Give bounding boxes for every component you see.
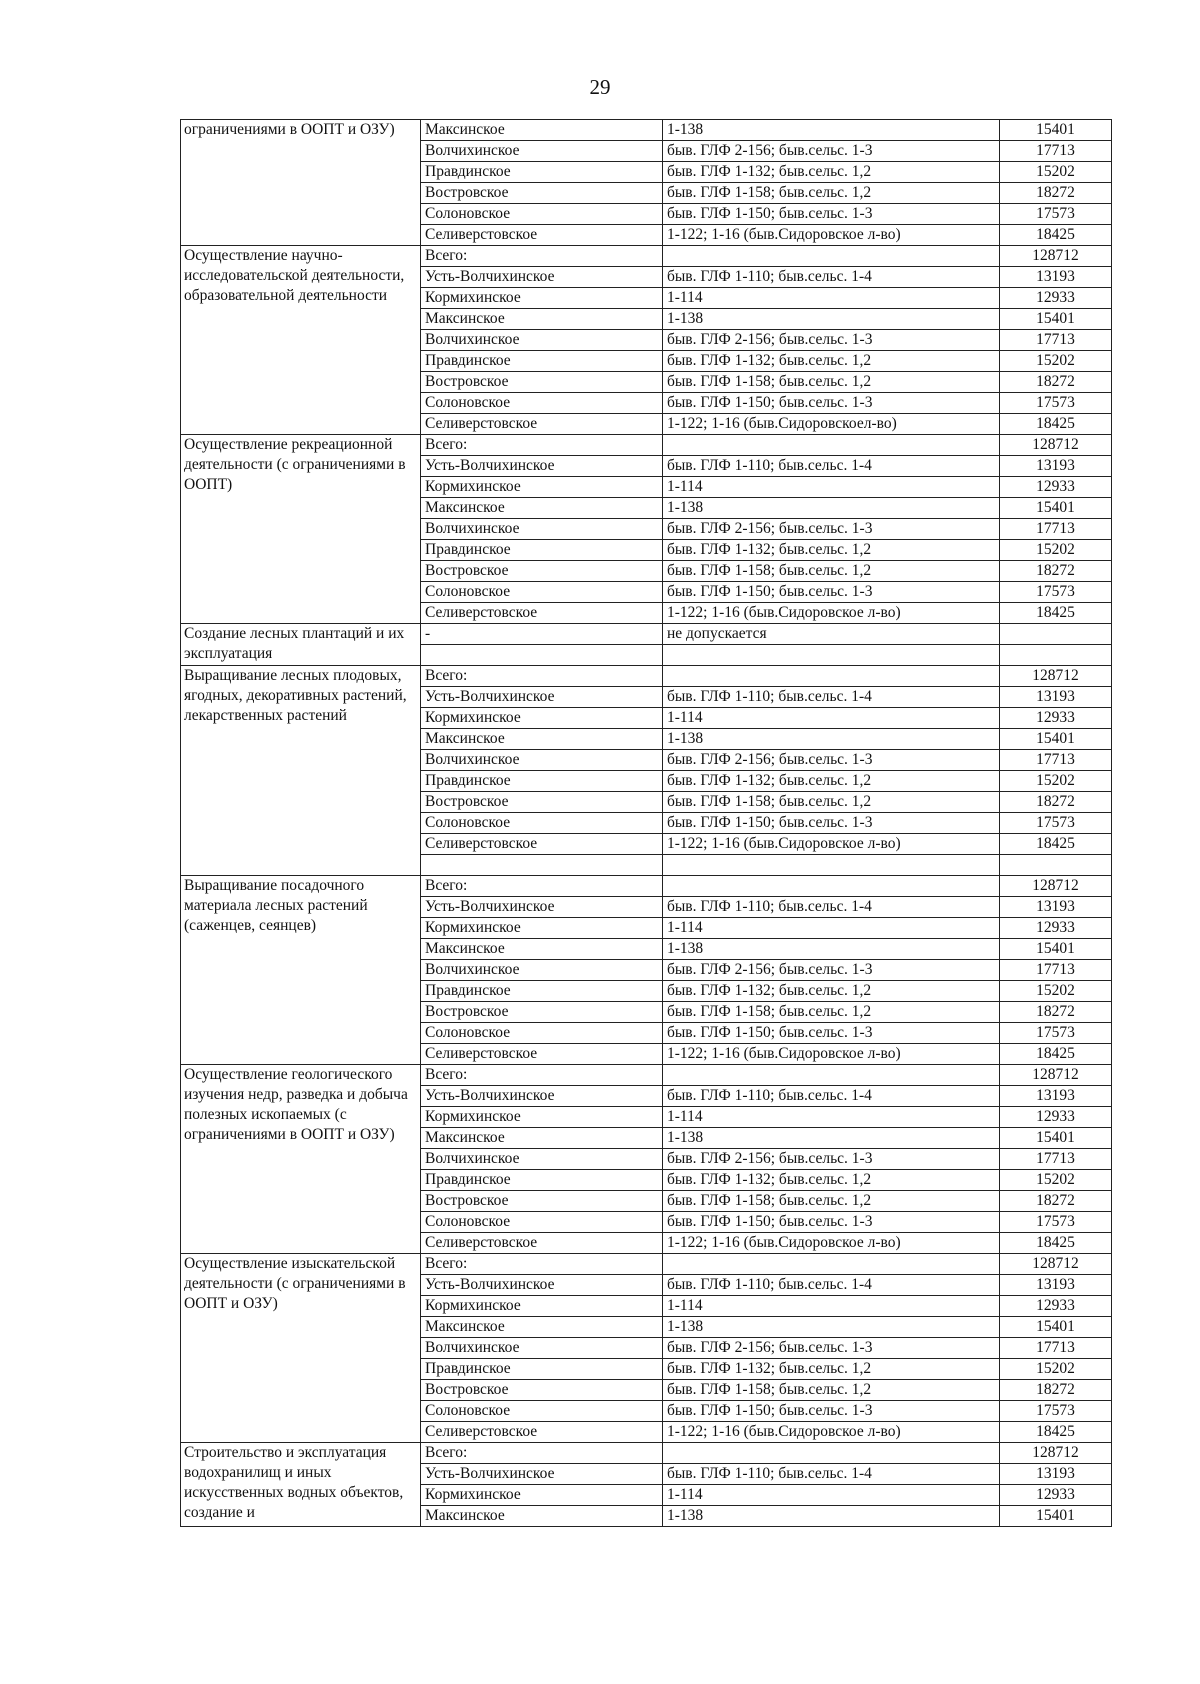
forestry-cell: Волчихинское (421, 1149, 663, 1170)
area-cell: 128712 (1000, 435, 1112, 456)
forestry-cell: Максинское (421, 1317, 663, 1338)
forestry-cell: Усть-Волчихинское (421, 1464, 663, 1485)
area-cell: 18272 (1000, 372, 1112, 393)
forestry-cell (421, 645, 663, 666)
forestry-cell: Солоновское (421, 1023, 663, 1044)
forestry-cell: Максинское (421, 1128, 663, 1149)
quarters-cell (663, 1443, 1000, 1464)
quarters-cell: 1-138 (663, 1506, 1000, 1527)
forestry-cell: Селиверстовское (421, 603, 663, 624)
forestry-cell: Селиверстовское (421, 1044, 663, 1065)
quarters-cell: 1-114 (663, 708, 1000, 729)
area-cell: 18425 (1000, 834, 1112, 855)
area-cell: 17713 (1000, 141, 1112, 162)
page-number: 29 (589, 75, 611, 99)
area-cell: 15401 (1000, 729, 1112, 750)
area-cell: 128712 (1000, 876, 1112, 897)
quarters-cell: быв. ГЛФ 1-110; быв.сельс. 1-4 (663, 1275, 1000, 1296)
quarters-cell: быв. ГЛФ 1-158; быв.сельс. 1,2 (663, 183, 1000, 204)
quarters-cell: 1-138 (663, 120, 1000, 141)
quarters-cell (663, 876, 1000, 897)
area-cell: 15401 (1000, 1128, 1112, 1149)
area-cell: 13193 (1000, 897, 1112, 918)
table-body (181, 120, 1112, 1527)
forestry-cell: Правдинское (421, 540, 663, 561)
forestry-cell: Волчихинское (421, 1338, 663, 1359)
area-cell: 13193 (1000, 267, 1112, 288)
forestry-cell: Волчихинское (421, 141, 663, 162)
forestry-cell: Солоновское (421, 1212, 663, 1233)
area-cell: 12933 (1000, 1107, 1112, 1128)
forestry-cell: Востровское (421, 1191, 663, 1212)
quarters-cell: быв. ГЛФ 1-110; быв.сельс. 1-4 (663, 687, 1000, 708)
quarters-cell: быв. ГЛФ 1-158; быв.сельс. 1,2 (663, 1191, 1000, 1212)
quarters-cell: быв. ГЛФ 1-132; быв.сельс. 1,2 (663, 162, 1000, 183)
quarters-cell: 1-138 (663, 309, 1000, 330)
quarters-cell: 1-122; 1-16 (быв.Сидоровское л-во) (663, 225, 1000, 246)
area-cell: 13193 (1000, 1464, 1112, 1485)
forestry-cell: Максинское (421, 120, 663, 141)
quarters-cell: быв. ГЛФ 2-156; быв.сельс. 1-3 (663, 519, 1000, 540)
forestry-cell: Всего: (421, 876, 663, 897)
table-row (181, 1065, 1112, 1086)
forestry-cell: Кормихинское (421, 1485, 663, 1506)
forestry-cell: Максинское (421, 729, 663, 750)
area-cell: 128712 (1000, 246, 1112, 267)
area-cell: 12933 (1000, 1296, 1112, 1317)
quarters-cell: быв. ГЛФ 1-110; быв.сельс. 1-4 (663, 267, 1000, 288)
area-cell: 128712 (1000, 1254, 1112, 1275)
area-cell: 18272 (1000, 183, 1112, 204)
area-cell: 12933 (1000, 918, 1112, 939)
area-cell: 18425 (1000, 1233, 1112, 1254)
area-cell: 15202 (1000, 981, 1112, 1002)
forestry-cell: Усть-Волчихинское (421, 267, 663, 288)
forestry-cell: Волчихинское (421, 330, 663, 351)
forestry-cell: Востровское (421, 1380, 663, 1401)
area-cell: 15401 (1000, 939, 1112, 960)
area-cell (1000, 855, 1112, 876)
area-cell: 15401 (1000, 1317, 1112, 1338)
area-cell: 17573 (1000, 393, 1112, 414)
area-cell: 17573 (1000, 1023, 1112, 1044)
quarters-cell: 1-138 (663, 1317, 1000, 1338)
area-cell: 18425 (1000, 1044, 1112, 1065)
quarters-cell: быв. ГЛФ 1-132; быв.сельс. 1,2 (663, 540, 1000, 561)
table-row (181, 1443, 1112, 1464)
quarters-cell (663, 1254, 1000, 1275)
forestry-cell: Кормихинское (421, 477, 663, 498)
table-row (181, 120, 1112, 141)
activity-type-cell: Строительство и эксплуатация водохранилищ и иных искусственных водных объектов, создание и (181, 1443, 421, 1527)
forestry-cell: Правдинское (421, 351, 663, 372)
quarters-cell: быв. ГЛФ 1-110; быв.сельс. 1-4 (663, 1086, 1000, 1107)
forestry-cell: Усть-Волчихинское (421, 456, 663, 477)
area-cell: 17573 (1000, 582, 1112, 603)
forestry-cell: Востровское (421, 1002, 663, 1023)
quarters-cell: быв. ГЛФ 1-158; быв.сельс. 1,2 (663, 1002, 1000, 1023)
area-cell: 15202 (1000, 351, 1112, 372)
area-cell: 12933 (1000, 477, 1112, 498)
area-cell: 17713 (1000, 750, 1112, 771)
area-cell: 15401 (1000, 498, 1112, 519)
activity-type-cell: Осуществление научно-исследовательской деятельности, образовательной деятельности (181, 246, 421, 435)
quarters-cell: 1-138 (663, 1128, 1000, 1149)
area-cell: 18272 (1000, 1380, 1112, 1401)
area-cell (1000, 624, 1112, 645)
forestry-cell: Селиверстовское (421, 1422, 663, 1443)
quarters-cell: 1-114 (663, 1296, 1000, 1317)
area-cell: 17713 (1000, 519, 1112, 540)
area-cell: 12933 (1000, 1485, 1112, 1506)
area-cell: 18425 (1000, 225, 1112, 246)
area-cell: 17713 (1000, 330, 1112, 351)
quarters-cell: 1-122; 1-16 (быв.Сидоровское л-во) (663, 834, 1000, 855)
quarters-cell (663, 1065, 1000, 1086)
quarters-cell: быв. ГЛФ 1-150; быв.сельс. 1-3 (663, 1023, 1000, 1044)
forestry-cell: Всего: (421, 1254, 663, 1275)
area-cell: 17713 (1000, 960, 1112, 981)
quarters-cell (663, 855, 1000, 876)
quarters-cell (663, 645, 1000, 666)
forestry-cell: Всего: (421, 1443, 663, 1464)
quarters-cell: быв. ГЛФ 1-150; быв.сельс. 1-3 (663, 813, 1000, 834)
area-cell: 18425 (1000, 1422, 1112, 1443)
forestry-cell: Всего: (421, 435, 663, 456)
quarters-cell: быв. ГЛФ 1-132; быв.сельс. 1,2 (663, 771, 1000, 792)
quarters-cell: быв. ГЛФ 1-158; быв.сельс. 1,2 (663, 792, 1000, 813)
area-cell: 12933 (1000, 288, 1112, 309)
area-cell: 15401 (1000, 1506, 1112, 1527)
forestry-cell: Кормихинское (421, 1107, 663, 1128)
quarters-cell: быв. ГЛФ 1-132; быв.сельс. 1,2 (663, 981, 1000, 1002)
area-cell: 15202 (1000, 1359, 1112, 1380)
activity-type-cell: Выращивание посадочного материала лесных растений (саженцев, сеянцев) (181, 876, 421, 1065)
forestry-cell: Максинское (421, 498, 663, 519)
area-cell: 18272 (1000, 792, 1112, 813)
area-cell: 18272 (1000, 561, 1112, 582)
forestry-cell: Всего: (421, 1065, 663, 1086)
quarters-cell: 1-114 (663, 1107, 1000, 1128)
area-cell: 15202 (1000, 540, 1112, 561)
area-cell: 18425 (1000, 603, 1112, 624)
forestry-cell: Востровское (421, 561, 663, 582)
quarters-cell: быв. ГЛФ 1-150; быв.сельс. 1-3 (663, 1212, 1000, 1233)
forestry-cell: Кормихинское (421, 1296, 663, 1317)
forestry-cell: Усть-Волчихинское (421, 687, 663, 708)
forestry-cell: Волчихинское (421, 960, 663, 981)
forestry-cell: Правдинское (421, 162, 663, 183)
table-row (181, 876, 1112, 897)
forestry-cell: Всего: (421, 246, 663, 267)
quarters-cell: быв. ГЛФ 1-132; быв.сельс. 1,2 (663, 1359, 1000, 1380)
forestry-cell: Кормихинское (421, 288, 663, 309)
activity-type-cell: Выращивание лесных плодовых, ягодных, декоративных растений, лекарственных растений (181, 666, 421, 876)
quarters-cell: 1-122; 1-16 (быв.Сидоровское л-во) (663, 1044, 1000, 1065)
quarters-cell: быв. ГЛФ 1-110; быв.сельс. 1-4 (663, 1464, 1000, 1485)
forestry-cell: Востровское (421, 792, 663, 813)
area-cell: 13193 (1000, 456, 1112, 477)
table-row (181, 246, 1112, 267)
quarters-cell: быв. ГЛФ 2-156; быв.сельс. 1-3 (663, 1338, 1000, 1359)
area-cell: 15202 (1000, 1170, 1112, 1191)
area-cell: 15202 (1000, 162, 1112, 183)
quarters-cell: 1-114 (663, 477, 1000, 498)
forestry-cell: Солоновское (421, 582, 663, 603)
forestry-cell: Селиверстовское (421, 1233, 663, 1254)
quarters-cell: быв. ГЛФ 1-150; быв.сельс. 1-3 (663, 1401, 1000, 1422)
table-row (181, 435, 1112, 456)
forestry-cell: Максинское (421, 309, 663, 330)
activity-type-cell: ограничениями в ООПТ и ОЗУ) (181, 120, 421, 246)
forestry-cell: Правдинское (421, 1170, 663, 1191)
area-cell: 13193 (1000, 1086, 1112, 1107)
area-cell: 15202 (1000, 771, 1112, 792)
forestry-cell: Селиверстовское (421, 225, 663, 246)
area-cell: 17573 (1000, 1212, 1112, 1233)
forestry-cell (421, 855, 663, 876)
forestry-cell: Кормихинское (421, 918, 663, 939)
forestry-cell: Селиверстовское (421, 414, 663, 435)
quarters-cell: 1-138 (663, 729, 1000, 750)
area-cell: 18425 (1000, 414, 1112, 435)
quarters-cell: быв. ГЛФ 1-150; быв.сельс. 1-3 (663, 204, 1000, 225)
forestry-cell: Правдинское (421, 771, 663, 792)
table-row (181, 666, 1112, 687)
area-cell: 15401 (1000, 309, 1112, 330)
forestry-cell: Максинское (421, 1506, 663, 1527)
quarters-cell (663, 666, 1000, 687)
forestry-cell: Востровское (421, 183, 663, 204)
area-cell: 18272 (1000, 1002, 1112, 1023)
quarters-cell: быв. ГЛФ 1-110; быв.сельс. 1-4 (663, 456, 1000, 477)
quarters-cell: быв. ГЛФ 2-156; быв.сельс. 1-3 (663, 330, 1000, 351)
quarters-cell: 1-122; 1-16 (быв.Сидоровское л-во) (663, 603, 1000, 624)
forestry-cell: Усть-Волчихинское (421, 1275, 663, 1296)
quarters-cell: 1-122; 1-16 (быв.Сидоровское л-во) (663, 1233, 1000, 1254)
quarters-cell (663, 246, 1000, 267)
forestry-table (180, 119, 1112, 1527)
activity-type-cell: Осуществление рекреационной деятельности (с ограничениями в ООПТ) (181, 435, 421, 624)
quarters-cell: 1-122; 1-16 (быв.Сидоровскоел-во) (663, 414, 1000, 435)
quarters-cell: быв. ГЛФ 1-132; быв.сельс. 1,2 (663, 351, 1000, 372)
quarters-cell: 1-122; 1-16 (быв.Сидоровское л-во) (663, 1422, 1000, 1443)
quarters-cell: быв. ГЛФ 2-156; быв.сельс. 1-3 (663, 750, 1000, 771)
forestry-cell: Волчихинское (421, 750, 663, 771)
quarters-cell: 1-114 (663, 918, 1000, 939)
forestry-cell: Усть-Волчихинское (421, 897, 663, 918)
quarters-cell: 1-138 (663, 939, 1000, 960)
quarters-cell: 1-114 (663, 288, 1000, 309)
quarters-cell: быв. ГЛФ 1-158; быв.сельс. 1,2 (663, 372, 1000, 393)
area-cell: 128712 (1000, 1065, 1112, 1086)
area-cell: 15401 (1000, 120, 1112, 141)
quarters-cell: быв. ГЛФ 2-156; быв.сельс. 1-3 (663, 141, 1000, 162)
forestry-cell: Максинское (421, 939, 663, 960)
quarters-cell: быв. ГЛФ 1-110; быв.сельс. 1-4 (663, 897, 1000, 918)
quarters-cell (663, 435, 1000, 456)
table-row (181, 1254, 1112, 1275)
quarters-cell: быв. ГЛФ 1-158; быв.сельс. 1,2 (663, 561, 1000, 582)
area-cell: 18272 (1000, 1191, 1112, 1212)
area-cell (1000, 645, 1112, 666)
forestry-cell: Волчихинское (421, 519, 663, 540)
quarters-cell: быв. ГЛФ 2-156; быв.сельс. 1-3 (663, 960, 1000, 981)
forestry-cell: Солоновское (421, 1401, 663, 1422)
forestry-cell: Правдинское (421, 981, 663, 1002)
forestry-cell: Кормихинское (421, 708, 663, 729)
table-row (181, 624, 1112, 645)
area-cell: 17573 (1000, 204, 1112, 225)
quarters-cell: 1-114 (663, 1485, 1000, 1506)
activity-type-cell: Осуществление геологического изучения недр, разведка и добыча полезных ископаемых (с ограничениями в ООПТ и ОЗУ) (181, 1065, 421, 1254)
area-cell: 13193 (1000, 1275, 1112, 1296)
quarters-cell: быв. ГЛФ 1-150; быв.сельс. 1-3 (663, 393, 1000, 414)
forestry-cell: Селиверстовское (421, 834, 663, 855)
forestry-cell: Востровское (421, 372, 663, 393)
forestry-cell: Солоновское (421, 393, 663, 414)
quarters-cell: не допускается (663, 624, 1000, 645)
forestry-cell: Правдинское (421, 1359, 663, 1380)
area-cell: 12933 (1000, 708, 1112, 729)
area-cell: 13193 (1000, 687, 1112, 708)
quarters-cell: быв. ГЛФ 1-150; быв.сельс. 1-3 (663, 582, 1000, 603)
forestry-cell: Солоновское (421, 204, 663, 225)
forestry-cell: - (421, 624, 663, 645)
area-cell: 17573 (1000, 1401, 1112, 1422)
quarters-cell: быв. ГЛФ 2-156; быв.сельс. 1-3 (663, 1149, 1000, 1170)
area-cell: 17713 (1000, 1338, 1112, 1359)
forestry-cell: Солоновское (421, 813, 663, 834)
quarters-cell: быв. ГЛФ 1-132; быв.сельс. 1,2 (663, 1170, 1000, 1191)
quarters-cell: быв. ГЛФ 1-158; быв.сельс. 1,2 (663, 1380, 1000, 1401)
area-cell: 128712 (1000, 1443, 1112, 1464)
area-cell: 128712 (1000, 666, 1112, 687)
activity-type-cell: Осуществление изыскательской деятельности (с ограничениями в ООПТ и ОЗУ) (181, 1254, 421, 1443)
area-cell: 17573 (1000, 813, 1112, 834)
activity-type-cell: Создание лесных плантаций и их эксплуатация (181, 624, 421, 666)
area-cell: 17713 (1000, 1149, 1112, 1170)
quarters-cell: 1-138 (663, 498, 1000, 519)
forestry-cell: Усть-Волчихинское (421, 1086, 663, 1107)
forestry-cell: Всего: (421, 666, 663, 687)
